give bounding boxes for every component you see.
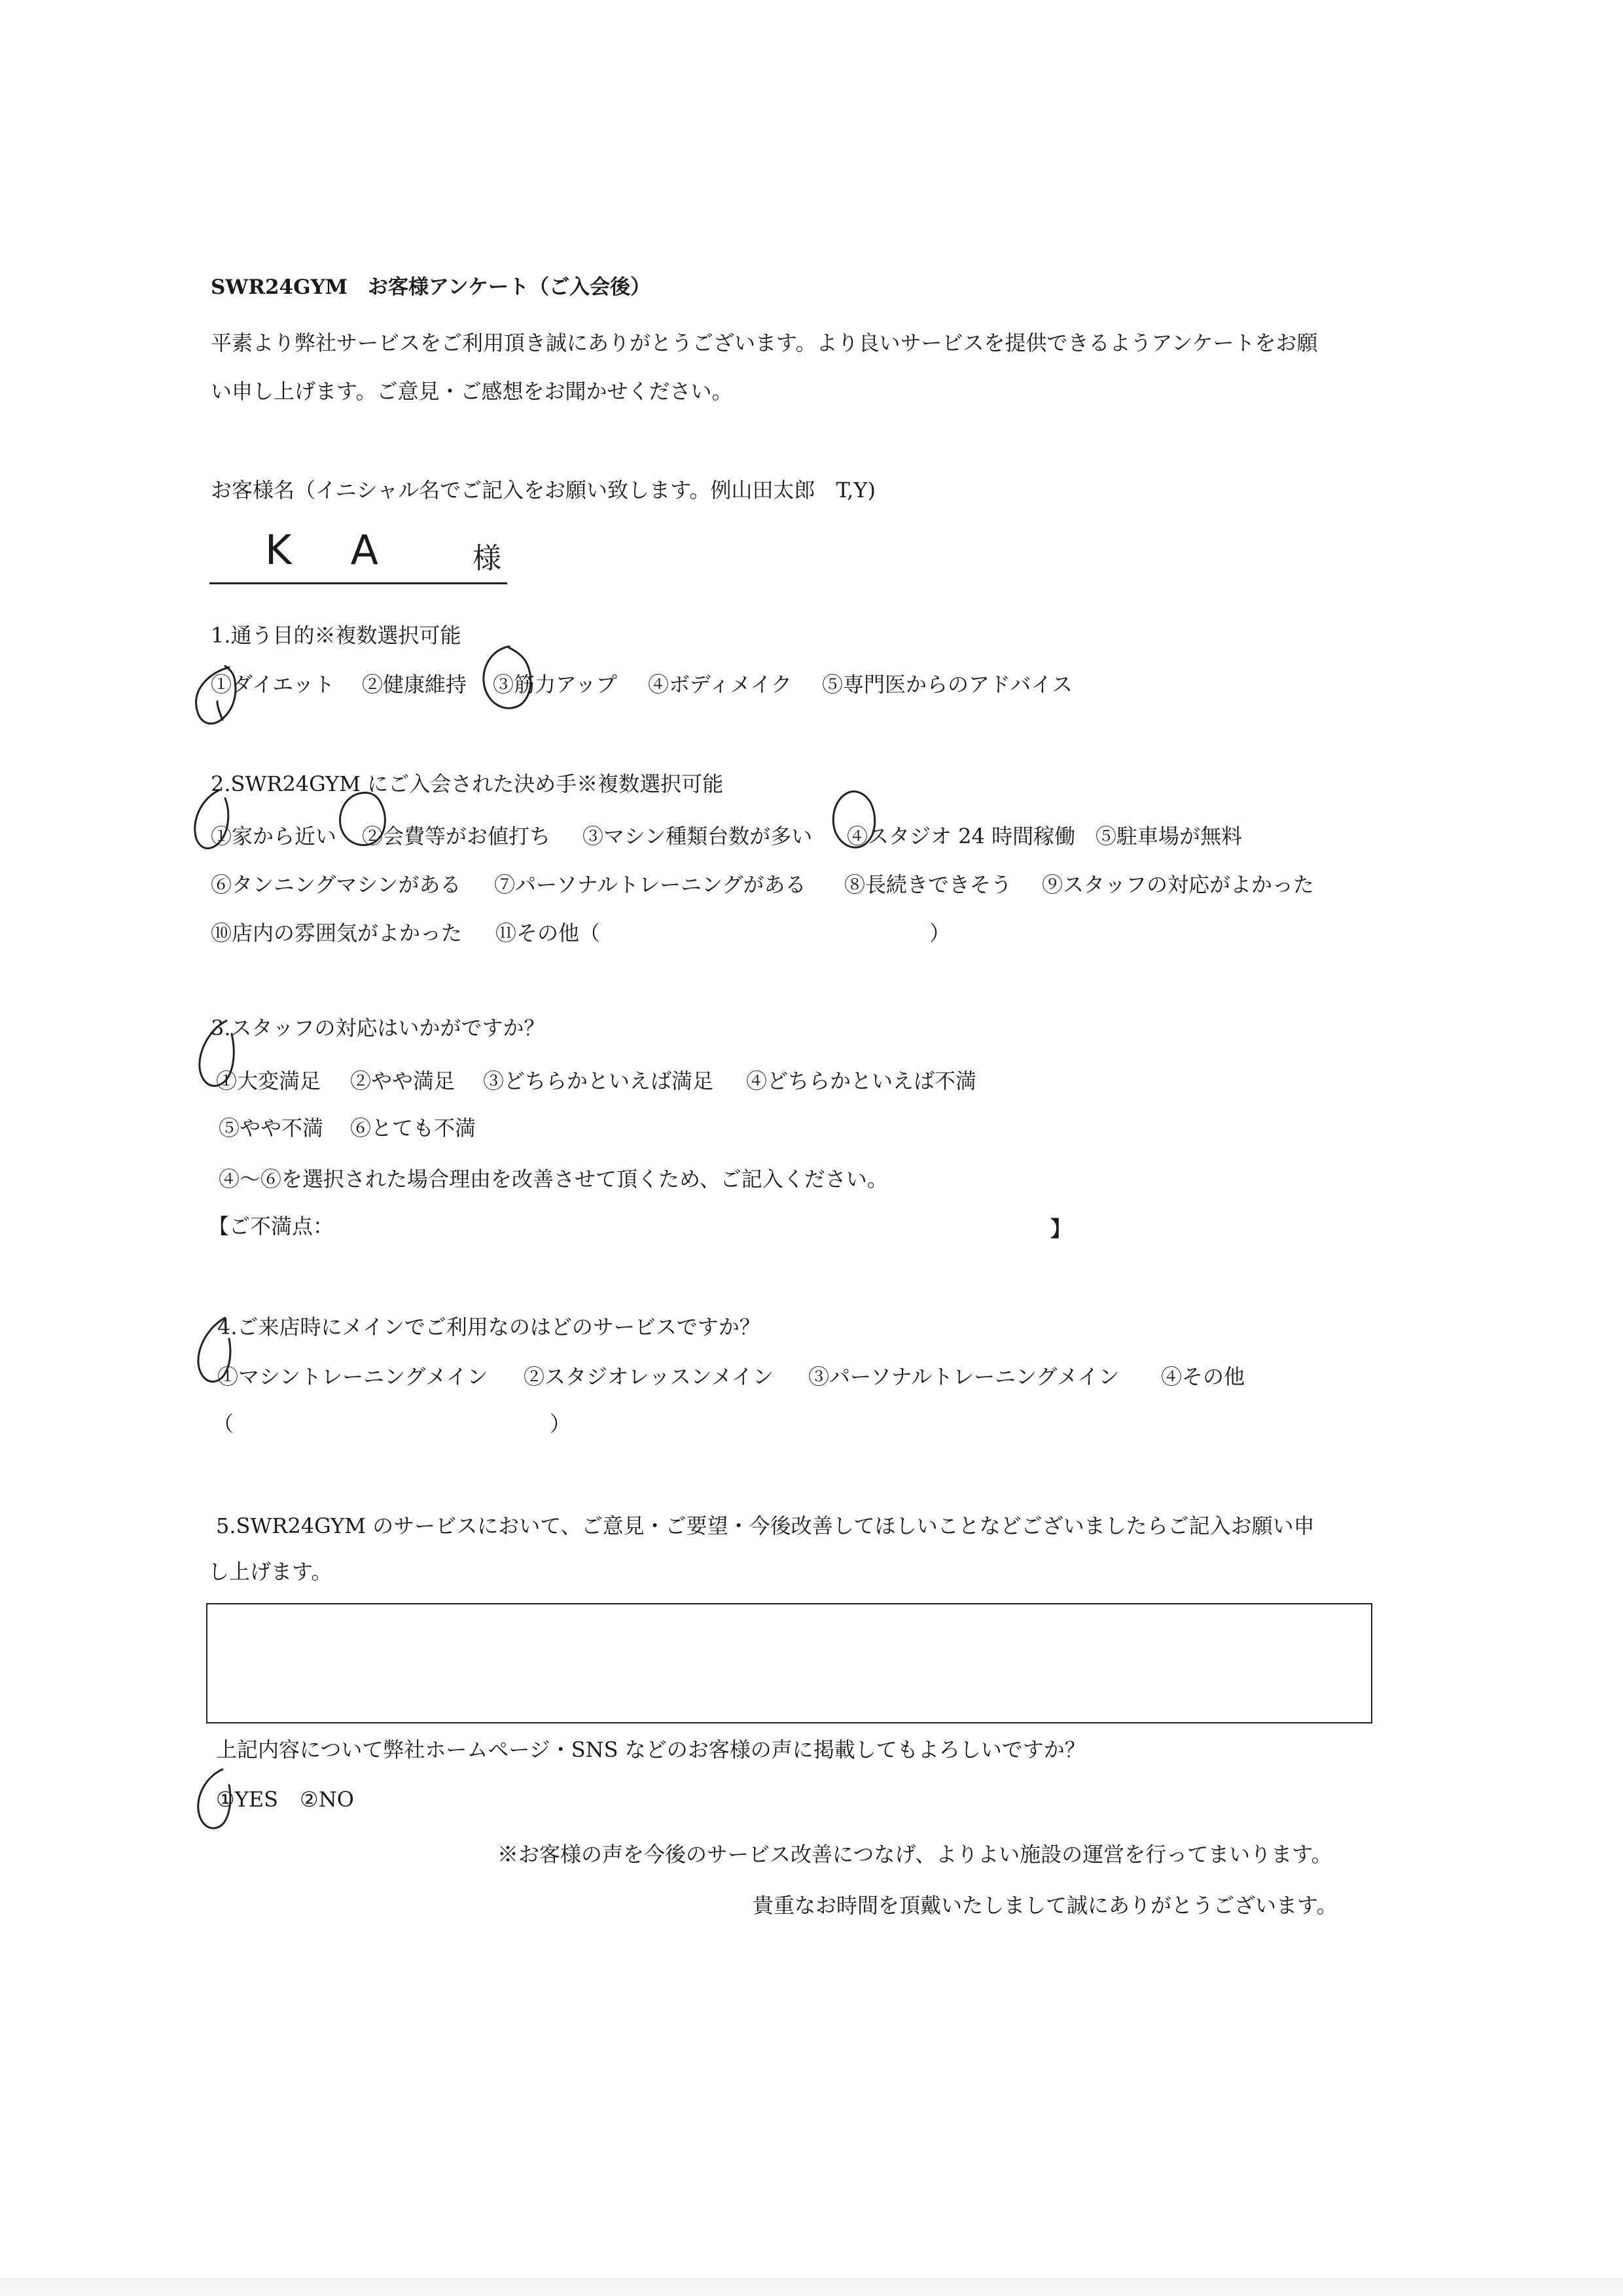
q4-option-1[interactable]: ①マシントレーニングメイン <box>217 1364 488 1389</box>
q4-option-2[interactable]: ②スタジオレッスンメイン <box>524 1364 774 1389</box>
q2-option-10[interactable]: ⑩店内の雰囲気がよかった <box>211 921 463 945</box>
q4-other-close: ） <box>550 1411 571 1436</box>
q2-option-2[interactable]: ②会費等がお値打ち <box>362 824 551 849</box>
q2-option-3[interactable]: ③マシン種類台数が多い <box>582 824 813 849</box>
q2-other-close: ） <box>929 921 951 945</box>
q2-heading: 2.SWR24GYM にご入会された決め手※複数選択可能 <box>211 771 724 796</box>
q1-option-5[interactable]: ⑤専門医からのアドバイス <box>822 672 1073 697</box>
q2-option-7[interactable]: ⑦パーソナルトレーニングがある <box>494 872 806 897</box>
q3-complaint-label: 【ご不満点： <box>208 1214 334 1239</box>
q1-option-3[interactable]: ③筋力アップ <box>493 672 617 697</box>
q2-option-1[interactable]: ①家から近い <box>211 824 337 849</box>
q3-option-4[interactable]: ④どちらかといえば不満 <box>746 1069 977 1093</box>
q3-option-5[interactable]: ⑤やや不満 <box>219 1116 324 1140</box>
q3-option-3[interactable]: ③どちらかといえば満足 <box>483 1069 714 1093</box>
q1-option-2[interactable]: ②健康維持 <box>362 672 467 697</box>
q5-heading-1: 5.SWR24GYM のサービスにおいて、ご意見・ご要望・今後改善してほしいことなどございましたらご記入お願い申 <box>216 1513 1315 1538</box>
consent-no[interactable]: ②NO <box>300 1787 354 1812</box>
q3-heading: 3.スタッフの対応はいかがですか？ <box>211 1016 545 1040</box>
q4-other-open: （ <box>213 1411 234 1436</box>
consent-question: 上記内容について弊社ホームページ・SNS などのお客様の声に掲載してもよろしいですか？ <box>216 1737 1086 1762</box>
q1-option-4[interactable]: ④ボディメイク <box>648 672 793 697</box>
q4-heading: 4.ご来店時にメインでご利用なのはどのサービスですか？ <box>217 1315 760 1339</box>
q2-option-9[interactable]: ⑨スタッフの対応がよかった <box>1042 872 1315 897</box>
q3-option-1[interactable]: ①大変満足 <box>216 1069 321 1093</box>
handwritten-initials[interactable]: K A <box>265 526 388 574</box>
intro-line-2: い申し上げます。ご意見・ご感想をお聞かせください。 <box>211 379 733 404</box>
q3-option-6[interactable]: ⑥とても不満 <box>350 1116 476 1140</box>
q1-heading: 1.通う目的※複数選択可能 <box>211 623 461 648</box>
footer-thanks: 貴重なお時間を頂戴いたしまして誠にありがとうございます。 <box>753 1893 1338 1918</box>
survey-title: SWR24GYM お客様アンケート（ご入会後） <box>211 275 651 299</box>
scan-bottom-edge <box>0 2278 1623 2296</box>
honorific-sama: 様 <box>473 542 501 575</box>
name-label: お客様名（イニシャル名でご記入をお願い致します。例山田太郎 T,Y) <box>211 478 876 503</box>
q2-option-5[interactable]: ⑤駐車場が無料 <box>1096 824 1243 849</box>
q2-option-4[interactable]: ④スタジオ 24 時間稼働 <box>847 824 1076 849</box>
q2-option-8[interactable]: ⑧長続きできそう <box>844 872 1012 897</box>
q2-option-6[interactable]: ⑥タンニングマシンがある <box>211 872 461 897</box>
q4-option-3[interactable]: ③パーソナルトレーニングメイン <box>808 1364 1120 1389</box>
q3-complaint-close: 】 <box>1050 1216 1072 1241</box>
q3-option-2[interactable]: ②やや満足 <box>350 1069 455 1093</box>
q4-option-4[interactable]: ④その他 <box>1161 1364 1245 1389</box>
q3-note: ④～⑥を選択された場合理由を改善させて頂くため、ご記入ください。 <box>219 1167 888 1192</box>
name-underline <box>209 582 507 584</box>
consent-yes[interactable]: ①YES <box>216 1787 279 1812</box>
q2-option-11[interactable]: ⑪その他（ <box>495 921 601 945</box>
q5-heading-2: し上げます。 <box>208 1559 332 1584</box>
q5-answer-box[interactable] <box>206 1603 1372 1723</box>
q1-option-1[interactable]: ①ダイエット <box>211 672 335 697</box>
intro-line-1: 平素より弊社サービスをご利用頂き誠にありがとうございます。より良いサービスを提供できるようアンケートをお願 <box>211 330 1318 355</box>
footer-note: ※お客様の声を今後のサービス改善につなげ、よりよい施設の運営を行ってまいります。 <box>497 1842 1332 1867</box>
